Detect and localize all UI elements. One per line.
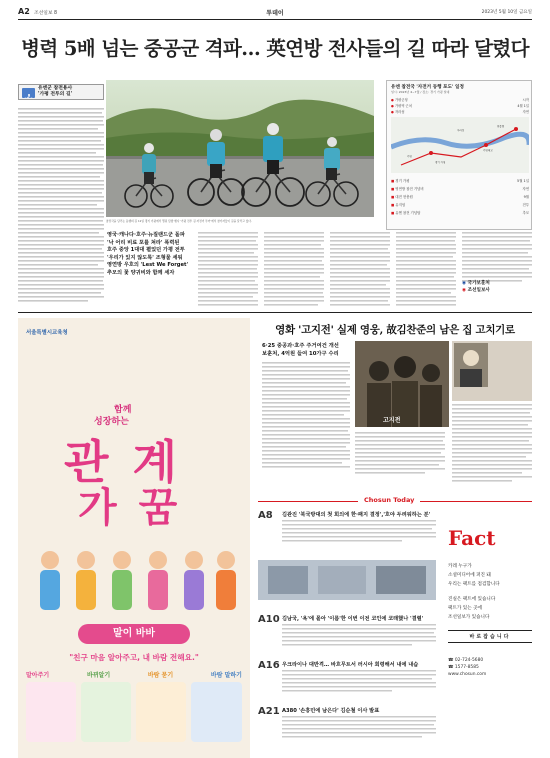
ad-footer-graphic xyxy=(26,682,242,746)
legend-row-3: ● 자라섬 자연 xyxy=(391,110,529,114)
map-stop-4-name: 뮤지엄 xyxy=(395,203,406,207)
left-text-lines xyxy=(18,106,104,306)
map-stop-list xyxy=(391,177,529,217)
subhead-line-2: '낙 어리 비료 포를 쳐라' 폭력된 xyxy=(107,239,180,246)
map-legend-top xyxy=(391,97,529,115)
main-headline[interactable]: 병력 5배 넘는 중공군 격파… 英연방 전사들의 길 따라 달렸다 xyxy=(21,37,529,60)
index-photo xyxy=(258,560,436,600)
legend-value-3: 자연 xyxy=(522,110,529,114)
contact-url[interactable]: www.chosun.com xyxy=(448,672,487,677)
cyclist-thumbnail xyxy=(22,88,35,98)
left-column-body xyxy=(18,106,104,306)
ad-label-1: 말아주기 xyxy=(26,672,50,679)
movie-photo[interactable] xyxy=(355,341,449,427)
map-stop-2: ■ 영연방 참전 기념비 자연 xyxy=(391,187,529,191)
contact-phone-2[interactable]: ☎ 1577-8585 xyxy=(448,665,479,670)
ad-big-2: 가 꿈 xyxy=(78,485,182,531)
legend-row-1: ● 가평군청 시작 xyxy=(391,98,529,102)
contact-phone-1-value: 02-724-5680 xyxy=(454,658,484,663)
sponsor-credits xyxy=(462,280,532,294)
contact-info xyxy=(448,657,532,678)
ad-big-1: 관 계 xyxy=(64,435,181,489)
lower-subhead-line-2: 보훈처, 4억원 들여 10가구 수리 xyxy=(262,350,339,357)
map-place-2: 자라섬 xyxy=(457,129,465,132)
ad-label-row xyxy=(26,670,242,679)
lower-subhead-line-1: 6·25 중공과·호주 주거여건 개선 xyxy=(262,343,339,349)
ad-label-4: 바람 말하기 xyxy=(210,672,242,679)
map-title: 유엔 참전국 '자전거 동행 포도' 일정 xyxy=(391,85,464,90)
map-stop-4-value: 전투 xyxy=(522,203,529,207)
series-tag-text xyxy=(38,86,72,98)
map-stop-4: ■ 뮤지엄 전투 xyxy=(391,203,529,207)
index-item-1[interactable] xyxy=(258,510,436,550)
index-item-4[interactable] xyxy=(258,706,436,746)
map-stop-2-value: 자연 xyxy=(522,187,529,191)
fact-sidebar xyxy=(448,526,532,678)
contact-phone-1[interactable]: ☎ 02-724-5680 xyxy=(448,658,484,663)
sponsor-2: ◉ 조선일보사 xyxy=(462,288,490,293)
map-stop-3-value: 9월 xyxy=(523,195,529,199)
map-stop-1-value: 5월 1일 xyxy=(517,179,529,183)
ad-people-illustration xyxy=(28,544,240,616)
sponsor-2-name: 조선일보사 xyxy=(467,288,490,293)
legend-row-2: ● 가평역 근처 4월 1일 xyxy=(391,104,529,108)
ad-org: 서울특별시교육청 xyxy=(26,330,68,336)
subhead-line-1: 영국·캐나다·호주·뉴질랜드군 돌파 xyxy=(107,232,185,238)
map-place-4: 경기 가평 xyxy=(435,161,446,164)
ad-cta[interactable]: 말이 바바 xyxy=(78,624,190,644)
education-ad[interactable] xyxy=(18,318,250,758)
legend-place-2: 가평역 근처 xyxy=(394,104,412,108)
index-summary-2 xyxy=(282,624,436,652)
route-map-box xyxy=(386,80,532,230)
subhead-line-4: '우리가 있지 않도록' 조형물 세워 xyxy=(107,254,183,261)
subhead-line-6: 추모의 꽃 양귀비와 함께 세자 xyxy=(107,269,175,276)
index-title-1: 김관진 '북국방대의 첫 회의에 한·패지 결정','호야 두려워하는 분' xyxy=(282,512,431,518)
legend-place-3: 자라섬 xyxy=(394,110,405,114)
ad-label-2: 바뀌알기 xyxy=(86,672,111,679)
section-title: 투데이 xyxy=(266,10,284,17)
index-title-3: 우크라이나 대반격… 바흐무트서 러시아 회령해서 내에 내습 xyxy=(282,662,419,668)
legend-value-1: 시작 xyxy=(522,98,529,102)
map-stop-3: ■ 대전 현충원 9월 xyxy=(391,195,529,199)
chosun-today-label: Chosun Today xyxy=(358,496,420,504)
sponsor-1: ◉ 국가보훈처 xyxy=(462,281,490,286)
movie-still xyxy=(355,341,449,427)
lower-article-left-text xyxy=(262,362,350,472)
ad-slogan: "친구 마음 알아주고, 내 바람 전해요." xyxy=(69,653,199,662)
index-summary-4 xyxy=(282,716,436,744)
map-stop-3-name: 대전 현충원 xyxy=(395,195,413,199)
subhead-line-3: 호주 중앙 1대대 펼었던 가평 전투 xyxy=(107,247,185,254)
index-item-3[interactable] xyxy=(258,660,436,700)
index-page-3: A16 xyxy=(258,660,280,671)
fact-line-5: 팩트가 있는 곳에 xyxy=(448,606,482,611)
photo-caption: 참전국을 달리는 동행의 길 11일 경기 가평에서 열린 탐방 행사 '가평 전투 길 자전거 투어'에서 참가자들이 길을 달리고 있다. xyxy=(106,219,252,223)
lower-headline[interactable]: 영화 '고지전' 실제 영웅, 故김찬준의 남은 집 고치기로 xyxy=(275,324,515,336)
lower-subhead xyxy=(262,343,350,358)
route-map xyxy=(391,117,529,173)
index-summary-1 xyxy=(282,520,436,548)
article-subhead xyxy=(107,232,194,278)
map-subtitle: 일시: 2023년 4~7월 / 장소: 경기 가평 일대 xyxy=(391,90,450,94)
movie-title: 고지전 xyxy=(383,417,401,424)
portrait-image xyxy=(454,343,488,387)
portrait-photo[interactable] xyxy=(452,341,532,401)
contact-phone-2-value: 1577-8585 xyxy=(454,665,479,670)
subhead-line-5: 영연방 우호의 'Lest We Forget' xyxy=(107,262,189,269)
portrait-side-text xyxy=(452,404,532,488)
paper-name: 조선일보 8 xyxy=(34,11,58,16)
fact-line-6: 조선일보가 있습니다 xyxy=(448,615,490,620)
map-stop-1-name: 경기 가평 xyxy=(395,179,410,183)
fact-line-4: 진실은 팩트에 있습니다 xyxy=(448,597,496,602)
legend-value-2: 4월 1일 xyxy=(517,104,529,108)
map-stop-1: ■ 경기 가평 5월 1일 xyxy=(391,179,529,183)
index-title-2: 김남국, '욕'에 몰아 '이름'한 이번 이전 코인에 코래했나 '결렬' xyxy=(282,616,424,622)
index-page-1: A8 xyxy=(258,510,273,521)
index-title-4: A380 '손흥민에 남은다' 김순철 이사 발표 xyxy=(282,708,380,714)
lower-article xyxy=(258,322,532,337)
page-header xyxy=(18,6,532,20)
legend-place-1: 가평군청 xyxy=(394,98,408,102)
ad-label-3: 바람 묻기 xyxy=(147,672,174,679)
article-body-columns xyxy=(198,232,532,308)
ad-title-1: 함께 xyxy=(114,405,132,415)
series-tag-line2: '가평 전투의 길' xyxy=(38,92,73,97)
map-place-5: 현충원 xyxy=(497,125,505,128)
chosun-today-bar xyxy=(258,496,532,508)
index-photo-strip xyxy=(258,560,436,600)
map-place-1: 가평 xyxy=(407,155,412,158)
page-number: A2 xyxy=(18,7,30,16)
cyclists-photo[interactable] xyxy=(106,80,374,217)
map-place-3: 가평대교 xyxy=(483,149,493,152)
series-tag-line1: 유엔군 참전용사 xyxy=(38,86,73,91)
section-divider xyxy=(18,312,532,313)
fact-line-3: 우리는 팩트를 점검합니다 xyxy=(448,582,500,587)
index-page-4: A21 xyxy=(258,706,280,717)
cyclists-illustration xyxy=(106,80,374,217)
map-stop-5-name: 유엔 참전 기념탑 xyxy=(395,211,421,215)
fact-logo[interactable]: Fact xyxy=(448,526,496,550)
map-stop-5: ■ 유엔 참전 기념탑 추모 xyxy=(391,211,529,215)
fact-line-1: 카레 누구가 xyxy=(448,564,472,569)
fact-text xyxy=(448,562,532,622)
fact-line-2: 소셜미디어에 퍼진 돼 xyxy=(448,573,491,578)
map-stop-5-value: 추모 xyxy=(522,211,529,215)
index-page-2: A10 xyxy=(258,614,280,625)
map-stop-2-name: 영연방 참전 기념비 xyxy=(395,187,424,191)
sponsor-1-name: 국가보훈처 xyxy=(467,281,490,286)
ad-title-2: 성장하는 xyxy=(94,417,129,427)
index-item-2[interactable] xyxy=(258,614,436,654)
index-summary-3 xyxy=(282,670,436,698)
page-date: 2023년 5월 10일 금요일 xyxy=(481,10,532,15)
correction-box: 바로잡습니다 xyxy=(448,630,532,643)
